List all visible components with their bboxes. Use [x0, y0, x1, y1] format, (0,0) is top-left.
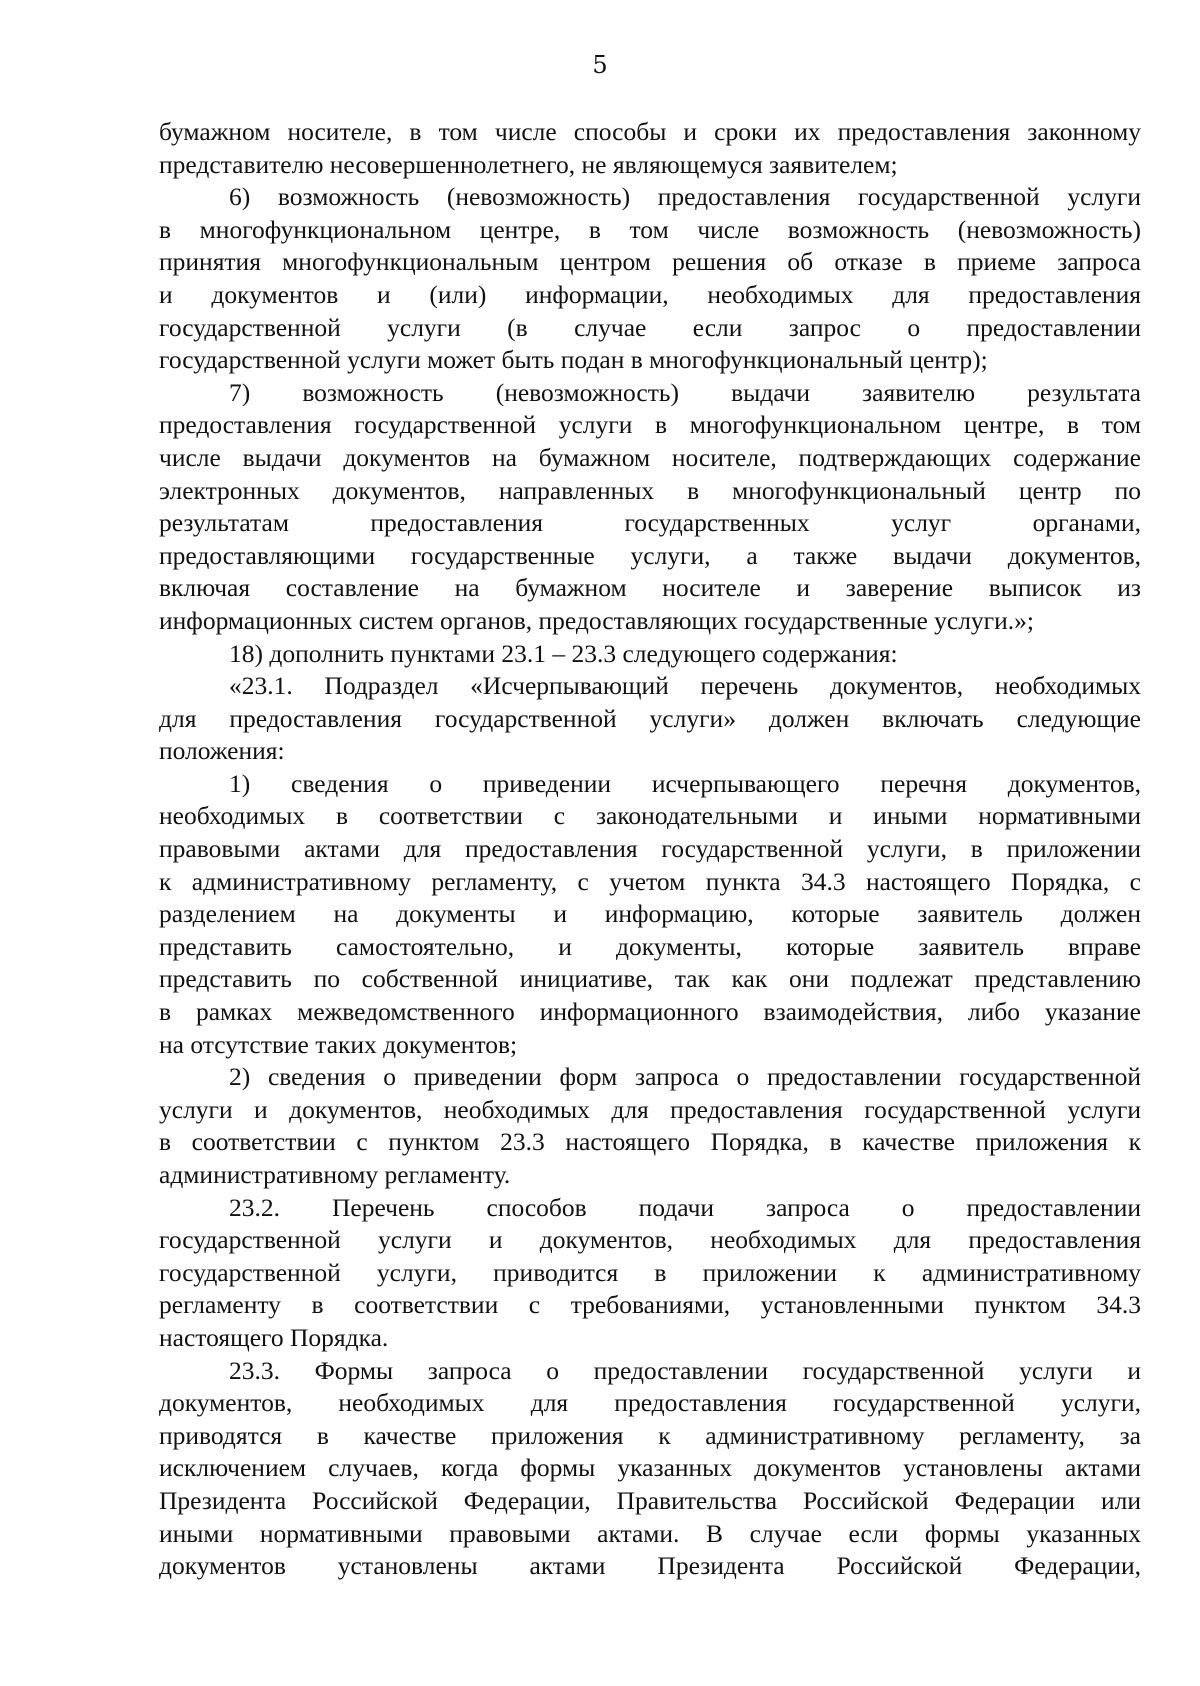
text-line: документов, необходимых для предоставления государственной услуги,: [159, 1388, 1141, 1418]
text-line: административному регламенту.: [159, 1160, 511, 1189]
text-line: 18) дополнить пунктами 23.1 – 23.3 следующего содержания:: [229, 638, 898, 668]
text-line: государственной услуги может быть подан в многофункциональный центр);: [159, 345, 988, 375]
text-line: в соответствии с пунктом 23.3 настоящего Порядка, в качестве приложения к: [159, 1127, 1141, 1157]
text-line: 7) возможность (невозможность) выдачи заявителю результата: [229, 377, 1141, 407]
text-line: для предоставления государственной услуги» должен включать следующие: [159, 703, 1141, 733]
text-line: 2) сведения о приведении форм запроса о предоставлении государственной: [229, 1062, 1141, 1092]
text-line: на отсутствие таких документов;: [159, 1029, 518, 1059]
text-line: регламенту в соответствии с требованиями, установленными пунктом 34.3: [159, 1290, 1141, 1320]
text-line: принятия многофункциональным центром решения об отказе в приеме запроса: [159, 247, 1141, 277]
text-line: включая составление на бумажном носителе и заверение выписок из: [159, 573, 1141, 603]
text-line: государственной услуги, приводится в приложении к административному: [159, 1257, 1141, 1287]
text-line: 1) сведения о приведении исчерпывающего перечня документов,: [229, 768, 1141, 798]
text-line: предоставляющими государственные услуги, а также выдачи документов,: [159, 540, 1141, 570]
text-line: представить самостоятельно, и документы, которые заявитель вправе: [159, 931, 1141, 961]
text-line: бумажном носителе, в том числе способы и сроки их предоставления законному: [159, 117, 1141, 146]
text-line: государственной услуги и документов, необходимых для предоставления: [159, 1225, 1141, 1255]
text-line: документов установлены актами Президента Российской Федерации,: [159, 1551, 1141, 1581]
text-line: 23.3. Формы запроса о предоставлении государственной услуги и: [229, 1355, 1141, 1385]
text-line: электронных документов, направленных в многофункциональный центр по: [159, 475, 1141, 505]
text-line: положения:: [159, 736, 285, 766]
text-line: приводятся в качестве приложения к административному регламенту, за: [159, 1420, 1141, 1450]
text-line: результатам предоставления государственных услуг органами,: [159, 508, 1141, 538]
text-line: к административному регламенту, с учетом пункта 34.3 настоящего Порядка, с: [159, 866, 1141, 896]
text-line: государственной услуги (в случае если запрос о предоставлении: [159, 312, 1141, 342]
text-line: «23.1. Подраздел «Исчерпывающий перечень документов, необходимых: [229, 671, 1141, 701]
text-line: в рамках межведомственного информационного взаимодействия, либо указание: [159, 997, 1141, 1027]
text-line: необходимых в соответствии с законодательными и иными нормативными: [159, 801, 1141, 831]
text-line: 23.2. Перечень способов подачи запроса о предоставлении: [229, 1192, 1141, 1222]
document-body: [159, 116, 1141, 1583]
text-line: представителю несовершеннолетнего, не являющемуся заявителем;: [159, 149, 898, 179]
text-line: числе выдачи документов на бумажном носителе, подтверждающих содержание: [159, 442, 1141, 472]
text-line: разделением на документы и информацию, которые заявитель должен: [159, 899, 1141, 929]
text-line: услуги и документов, необходимых для предоставления государственной услуги: [159, 1094, 1141, 1124]
text-line: и документов и (или) информации, необходимых для предоставления: [159, 279, 1141, 309]
text-line: настоящего Порядка.: [159, 1322, 389, 1352]
text-line: предоставления государственной услуги в многофункциональном центре, в том: [159, 410, 1141, 440]
text-line: Президента Российской Федерации, Правительства Российской Федерации или: [159, 1485, 1141, 1515]
text-line: иными нормативными правовыми актами. В случае если формы указанных: [159, 1518, 1141, 1548]
text-line: исключением случаев, когда формы указанных документов установлены актами: [159, 1453, 1141, 1483]
text-line: информационных систем органов, предоставляющих государственные услуги.»;: [159, 605, 1034, 635]
text-line: 6) возможность (невозможность) предоставления государственной услуги: [229, 182, 1141, 212]
page-number: 5: [592, 51, 608, 79]
text-line: представить по собственной инициативе, так как они подлежат представлению: [159, 964, 1141, 994]
text-line: в многофункциональном центре, в том числе возможность (невозможность): [159, 214, 1141, 244]
text-line: правовыми актами для предоставления государственной услуги, в приложении: [159, 834, 1141, 864]
